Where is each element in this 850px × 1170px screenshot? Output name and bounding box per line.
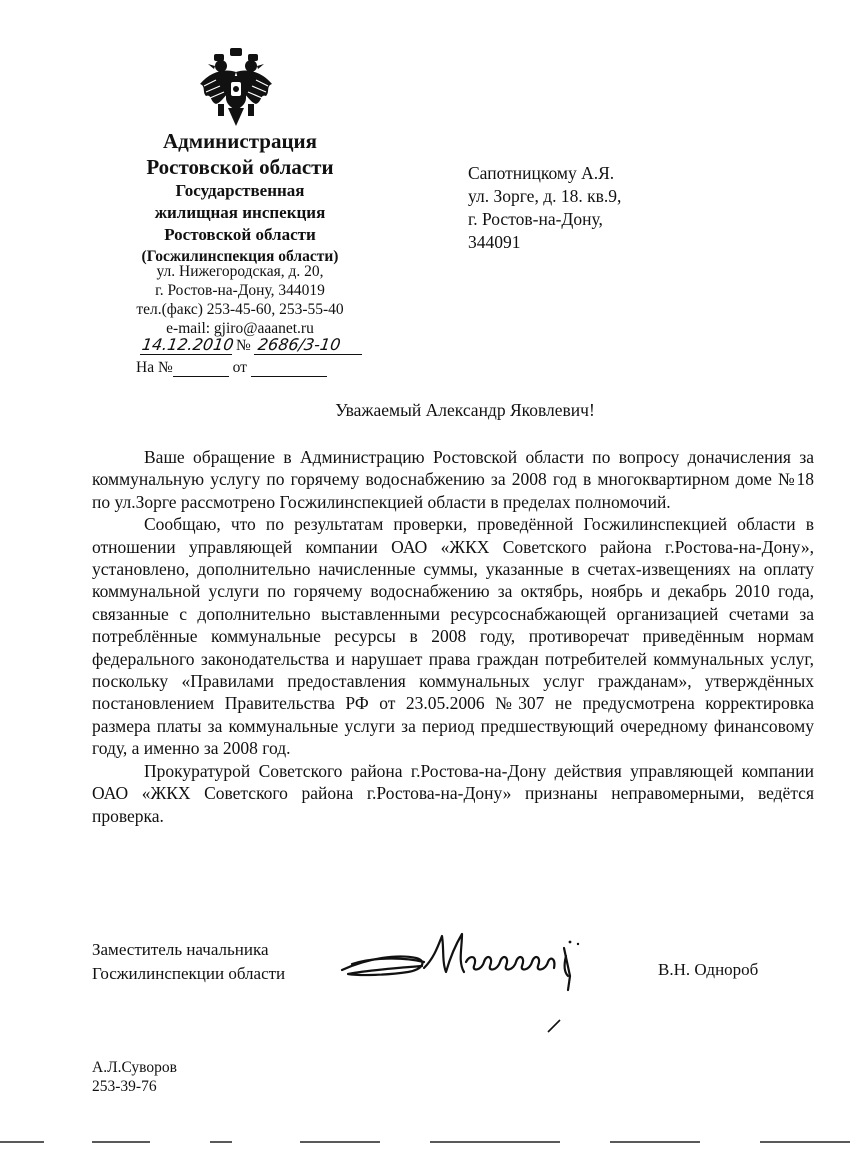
outgoing-reference [140,337,380,357]
org-contacts [100,262,380,338]
handwritten-signature [338,928,598,1038]
body-paragraph: Ваше обращение в Администрацию Ростовской области по вопросу доначисления за коммунальную услугу по горячему водоснабжению за 2008 год в многоквартирном доме №18 по ул.Зорге рассмотрено Госжилинспекцией области в пределах полномочий. [92,447,814,512]
org-email: e-mail: gjiro@aaanet.ru [166,320,314,337]
signer-title-line: Заместитель начальника [92,940,269,959]
body-paragraph: Сообщаю, что по результатам проверки, проведённой Госжилинспекцией области в отношении управляющей компании ОАО «ЖКХ Советского района г.Ростова-на-Дону», установлено, дополнительно начисленные суммы, указанные в счетах-извещениях на оплату коммунальной услуги по горячему водоснабжению за октябрь, ноябрь и декабрь 2010 года, связанные с дополнительно выставленными ресурсоснабжающей организацией счетами за потреблённые коммунальные ресурсы в 2008 году, противоречат приведённым нормам федерального законодательства и нарушает права граждан потребителей коммунальных услуг, поскольку «Правилами предоставления коммунальных услуг гражданам», утверждённых постановлением Правительства РФ от 23.05.2006 №307 не предусмотрена корректировка размера платы за коммунальные услуги за период предшествующий очередному финансовому году, а именно за 2008 год. [92,514,814,759]
org-city: г. Ростов-на-Дону, 344019 [155,282,325,299]
recipient-block [468,162,621,254]
recipient-zip: 344091 [468,232,521,252]
org-line: Государственная [175,181,305,200]
incoming-reference [136,359,376,377]
outgoing-number: 2686/3-10 [256,335,342,354]
incoming-no-label: На № [136,359,173,376]
executor-phone: 253-39-76 [92,1078,157,1095]
recipient-name: Сапотницкому А.Я. [468,163,615,183]
organization-name [110,128,370,268]
org-line: жилищная инспекция [154,203,326,222]
signer-title [92,938,285,986]
signer-name: В.Н. Однороб [658,960,759,979]
org-line: Ростовской области [164,225,316,244]
org-phone: тел.(факс) 253-45-60, 253-55-40 [136,301,344,318]
org-line: Ростовской области [146,155,334,179]
incoming-number-blank [173,362,229,377]
salutation: Уважаемый Александр Яковлевич! [335,400,595,420]
recipient-street: ул. Зорге, д. 18. кв.9, [468,186,622,206]
executor-block [92,1058,177,1096]
coat-of-arms-icon [196,46,276,130]
outgoing-no-label: № [236,337,251,354]
incoming-from-label: от [232,359,247,376]
org-line: Администрация [162,129,318,153]
recipient-city: г. Ростов-на-Дону, [468,209,603,229]
executor-name: А.Л.Суворов [92,1059,177,1076]
signer-title-line: Госжилинспекции области [92,964,286,983]
incoming-date-blank [251,362,327,377]
org-line: (Госжилинспекция области) [141,248,339,265]
scan-edge-artifact [0,1138,850,1146]
org-address: ул. Нижегородская, д. 20, [156,263,324,280]
outgoing-date: 14.12.2010 [140,335,235,354]
body-paragraph: Прокуратурой Советского района г.Ростова-на-Дону действия управляющей компании ОАО «ЖКХ Советского района г.Ростова-на-Дону» признаны неправомерными, ведётся проверка. [92,760,814,826]
letter-body [92,446,814,827]
